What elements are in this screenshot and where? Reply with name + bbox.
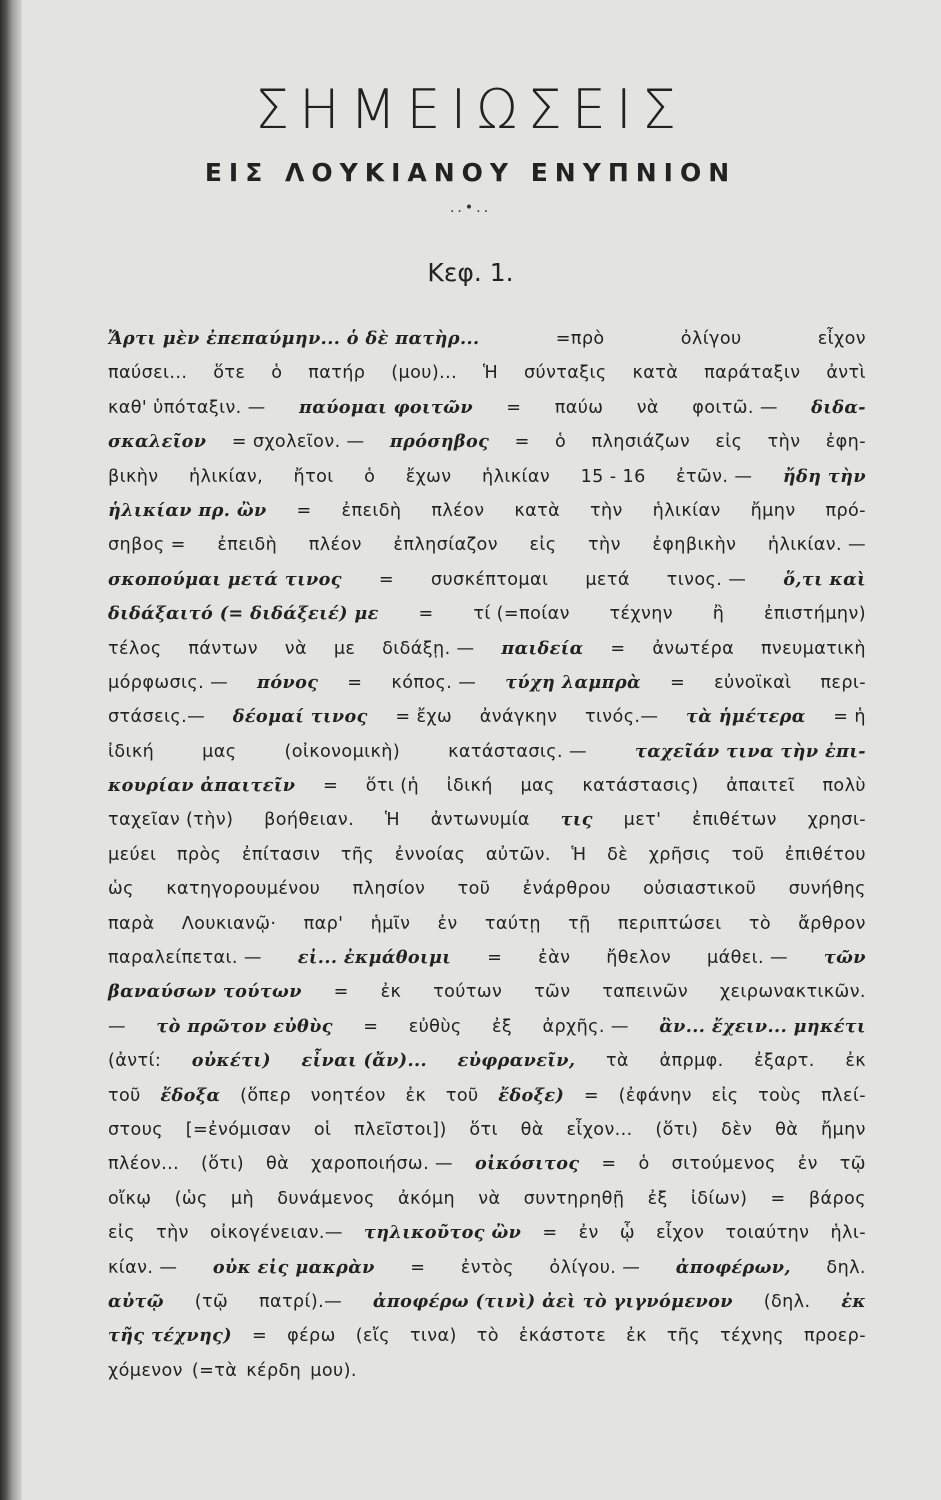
gloss-text: ἐν — [578, 1223, 599, 1244]
text-line — [108, 322, 866, 356]
text-line — [108, 356, 866, 390]
gloss-text: τὰ — [605, 1051, 629, 1072]
text-line — [108, 563, 866, 597]
text-line — [108, 700, 866, 734]
text-line — [108, 769, 866, 803]
gloss-text: κατηγορουμένου — [166, 879, 321, 900]
gloss-text: Ἡ — [571, 844, 587, 865]
lemma-text: τῶν — [823, 947, 866, 969]
gloss-text: ἡλικίαν — [652, 500, 721, 521]
gloss-text: με — [333, 638, 356, 659]
gloss-text: προερ- — [804, 1326, 866, 1347]
page-subtitle: ΕΙΣ ΛΟΥΚΙΑΝΟΥ ΕΝΥΠΝΙΟΝ — [204, 158, 737, 187]
gloss-text: ἐὰν — [538, 948, 571, 969]
gloss-text: πλέον — [431, 500, 485, 521]
gloss-text: μετ' — [623, 810, 662, 831]
gloss-text: ταπεινῶν — [602, 982, 689, 1003]
gloss-text: δηλ. — [826, 1257, 866, 1278]
lemma-text: τὸ πρῶτον εὐθὺς — [156, 1015, 333, 1037]
gloss-text: ὡς — [108, 879, 134, 900]
gloss-text: ἤμην — [820, 1119, 866, 1140]
lemma-text: τις — [560, 809, 593, 831]
gloss-text: πολὺ — [822, 776, 866, 797]
gloss-text: τινος. — — [666, 569, 747, 590]
gloss-text: ἡμῖν — [370, 913, 411, 934]
text-line — [108, 597, 866, 631]
lemma-text: οἰκόσιτος — [474, 1153, 580, 1175]
text-line — [108, 735, 866, 769]
gloss-text: ἤθελον — [606, 948, 672, 969]
gloss-text: = — [418, 604, 434, 625]
gloss-text: = ἔχω — [395, 707, 453, 728]
gloss-text: Λουκιανῷ· — [181, 913, 277, 934]
gloss-text: νοητέον — [310, 1085, 386, 1106]
text-line — [108, 941, 866, 975]
gloss-text: κίαν. — — [108, 1257, 178, 1278]
gloss-text: συσκέπτομαι — [430, 569, 549, 590]
text-line — [108, 1010, 866, 1044]
gloss-text: χαροποιήσω. — — [311, 1154, 454, 1175]
gloss-text: παράταξιν — [704, 363, 801, 384]
gloss-text: ἐν — [437, 913, 458, 934]
gloss-text: κόπος. — — [391, 672, 477, 693]
lemma-text: σκοπούμαι μετά τινος — [108, 568, 342, 590]
gloss-text: οἴκῳ — [108, 1188, 152, 1209]
gloss-text: εὐθὺς — [408, 1016, 462, 1037]
gloss-text: τέχνην — [609, 604, 673, 625]
lemma-text: τηλικοῦτος ὢν — [364, 1222, 522, 1244]
gloss-text: ἡλικίαν, — [189, 466, 264, 487]
lemma-text: σκαλεῖον — [108, 431, 207, 453]
lemma-text: παιδεία — [501, 637, 584, 659]
gloss-text: τὴν — [588, 535, 621, 556]
gloss-text: παρὰ — [108, 913, 155, 934]
gloss-text: πατρί).— — [258, 1291, 343, 1312]
gloss-text: ὁ — [555, 432, 567, 453]
lemma-text: πρόσηβος — [389, 431, 490, 453]
gloss-text: (ὅπερ — [240, 1085, 292, 1106]
gloss-text: ἐκ — [405, 1085, 427, 1106]
lemma-text: ἡλικίαν πρ. ὢν — [108, 499, 267, 521]
gloss-text: (ἀντί: — [108, 1051, 162, 1072]
text-line — [108, 1147, 866, 1181]
gloss-text: (ὡς — [174, 1188, 208, 1209]
gloss-text: = — [514, 432, 530, 453]
gloss-text: ἑκάστοτε — [518, 1326, 607, 1347]
lemma-text: ἐκ — [841, 1290, 866, 1312]
gloss-text: πνευματικὴ — [760, 638, 866, 659]
ornament-divider: ..•.. — [449, 200, 492, 216]
gloss-text: = — [251, 1326, 268, 1347]
gloss-text: τοῦ — [457, 879, 491, 900]
gloss-text: ἐκ — [380, 982, 402, 1003]
gloss-text: ἐπειδὴ — [341, 500, 402, 521]
gloss-text: μὴ — [230, 1188, 255, 1209]
gloss-text: (=τὰ — [191, 1360, 238, 1381]
gloss-text: θὰ — [775, 1119, 799, 1140]
gloss-text: μου). — [310, 1360, 357, 1381]
text-line — [108, 632, 866, 666]
lemma-text: ταχεῖάν τινα τὴν ἐπι- — [634, 740, 866, 762]
gloss-text: στάσεις.— — [108, 707, 206, 728]
gloss-text: πρὸς — [176, 844, 222, 865]
gloss-text: τὸ — [476, 1326, 499, 1347]
gloss-text: = — [410, 1257, 426, 1278]
gloss-text: = — [347, 672, 363, 693]
lemma-text: τὰ ἡμέτερα — [686, 706, 806, 728]
gloss-text: εἰς — [715, 432, 743, 453]
lemma-text: οὐκ εἰς μακρὰν — [212, 1256, 375, 1278]
gloss-text: τῷ — [839, 1154, 866, 1175]
lemma-text: ἤδη τὴν — [782, 465, 866, 487]
gloss-text: βοήθειαν. — [264, 810, 355, 831]
gloss-text: ἐφη- — [825, 432, 866, 453]
gloss-text: συντηρηθῇ — [523, 1188, 625, 1209]
gloss-text: (ὅτι) — [201, 1154, 245, 1175]
text-line — [108, 528, 866, 562]
gloss-text: νὰ — [284, 638, 308, 659]
gloss-text: τί (=ποίαν — [473, 604, 570, 625]
gloss-text: κατάστασις) — [582, 776, 699, 797]
gloss-text: = — [322, 776, 339, 797]
gloss-text: τὸ — [748, 913, 771, 934]
gloss-text: = — [487, 948, 503, 969]
gloss-text: σύνταξις — [523, 363, 607, 384]
text-line — [108, 460, 866, 494]
gloss-text: τοὺς — [758, 1085, 802, 1106]
lemma-text: εἶναι (ἄν)... — [301, 1050, 428, 1072]
gloss-text: ἐπιθέτου — [784, 844, 866, 865]
text-line — [108, 1354, 866, 1388]
gloss-text: ἀντωνυμία — [430, 810, 530, 831]
gloss-text: σιτούμενος — [671, 1154, 776, 1175]
text-line — [108, 975, 866, 1009]
notes-body — [108, 322, 866, 1388]
gloss-text: = — [770, 1188, 786, 1209]
gloss-text: ἀνωτέρα — [652, 638, 735, 659]
gloss-text: (ἐφάνην — [618, 1085, 692, 1106]
gloss-text: ὀλίγου — [680, 329, 742, 349]
gloss-text: (τῷ — [194, 1291, 229, 1312]
gloss-text: ὅτι — [469, 1119, 498, 1140]
gloss-text: ἤμην — [750, 500, 796, 521]
text-line — [108, 1285, 866, 1319]
gloss-text: (ὅτι) — [655, 1119, 699, 1140]
gloss-text: ἀνάγκην — [479, 707, 558, 728]
gloss-text: παύω — [554, 397, 604, 418]
gloss-text: εὐνοϊκαὶ — [714, 672, 792, 693]
gloss-text: 15 - 16 — [580, 466, 646, 487]
gloss-text: τούτων — [433, 982, 503, 1003]
text-line — [108, 391, 866, 425]
gloss-text: πλεί- — [821, 1085, 866, 1106]
gloss-text: πλησιάζων — [591, 432, 691, 453]
gloss-text: ἐνάρθρου — [522, 879, 611, 900]
gloss-text: στους — [108, 1119, 164, 1140]
gloss-text: = — [583, 1085, 600, 1106]
gloss-text: ἄρθρον — [798, 913, 866, 934]
gloss-text: πάντων — [188, 638, 258, 659]
text-line — [108, 1079, 866, 1113]
gloss-text: ᾧ — [619, 1223, 636, 1244]
gloss-text: ἐπίτασιν — [241, 844, 321, 865]
gloss-text: αὐτῶν. — [485, 844, 551, 865]
gloss-text: ἐξ — [647, 1188, 668, 1209]
gloss-text: ἐφηβικὴν — [652, 535, 737, 556]
gloss-text: ἐπιθέτων — [692, 810, 777, 831]
gloss-text: βικὴν — [108, 466, 159, 487]
lemma-text: τῆς τέχνης) — [108, 1325, 233, 1347]
gloss-text: = — [296, 500, 312, 521]
gloss-text: τοῦ — [445, 1085, 479, 1106]
gloss-text: τέλος — [108, 638, 162, 659]
lemma-text: οὐκέτι) — [191, 1050, 271, 1072]
lemma-text: τύχη λαμπρὰ — [505, 671, 641, 693]
gloss-text: ἰδίων) — [690, 1188, 748, 1209]
gloss-text: δυνάμενος — [277, 1188, 375, 1209]
gloss-text: πλησίον — [352, 879, 426, 900]
gloss-text: ἀντὶ — [826, 363, 866, 384]
gloss-text: ἀρχῆς. — — [542, 1016, 629, 1037]
gloss-text: ἰδική — [446, 776, 493, 797]
book-binding-edge — [0, 0, 22, 1500]
lemma-text: παύομαι φοιτῶν — [298, 396, 473, 418]
lemma-text: ὅ,τι καὶ — [783, 568, 866, 590]
gloss-text: πλεῖστοι]) — [354, 1119, 447, 1140]
gloss-text: τῆς — [340, 844, 375, 865]
gloss-text: παρ' — [303, 913, 344, 934]
gloss-text: εἰς — [711, 1085, 739, 1106]
gloss-text: = — [669, 672, 686, 693]
gloss-text: (δηλ. — [763, 1291, 811, 1312]
gloss-text: βάρος — [808, 1188, 866, 1209]
gloss-text: σηβος = — [108, 535, 186, 556]
gloss-text: ὁ — [638, 1154, 650, 1175]
gloss-text: τοῦ — [731, 844, 765, 865]
gloss-text: = — [333, 982, 349, 1003]
gloss-text: παύσει... — [108, 363, 188, 384]
gloss-text: — — [108, 1016, 126, 1037]
gloss-text: ὅτι (ἡ — [365, 776, 420, 797]
gloss-text: νὰ — [636, 397, 659, 418]
gloss-text: ἐξαρτ. — [754, 1051, 815, 1072]
gloss-text: περι- — [820, 672, 866, 693]
gloss-text: πλέον — [308, 535, 362, 556]
text-line — [108, 1182, 866, 1216]
gloss-text: οἱ — [313, 1119, 332, 1140]
gloss-text: τῇ — [568, 913, 591, 934]
gloss-text: (μου)... — [391, 363, 458, 384]
gloss-text: μόρφωσις. — — [108, 672, 229, 693]
gloss-text: φοιτῶ. — — [692, 397, 778, 418]
gloss-text: = — [542, 1223, 558, 1244]
lemma-text: ἀποφέρων, — [675, 1256, 791, 1278]
lemma-text: αὐτῷ — [108, 1290, 164, 1312]
text-line — [108, 1216, 866, 1250]
gloss-text: ἐπειδὴ — [217, 535, 278, 556]
gloss-text: χρῆσις — [648, 844, 712, 865]
gloss-text: ἐκ — [626, 1326, 647, 1347]
gloss-text: φέρω — [287, 1326, 336, 1347]
gloss-text: χόμενον — [108, 1360, 183, 1381]
gloss-text: κατὰ — [632, 363, 679, 384]
gloss-text: ὅτε — [213, 363, 246, 384]
gloss-text: μάθει. — — [707, 948, 788, 969]
gloss-text: τὴν — [156, 1223, 189, 1244]
gloss-text: (οἰκονομικὴ) — [284, 741, 401, 762]
gloss-text: περιπτώσει — [617, 913, 722, 934]
gloss-text: τοῦ — [108, 1085, 141, 1106]
gloss-text: ἐξ — [492, 1016, 513, 1037]
gloss-text: ἐντὸς — [460, 1257, 514, 1278]
lemma-text: πόνος — [257, 671, 319, 693]
gloss-text: τέχνης — [720, 1326, 785, 1347]
gloss-text: τοιαύτην — [725, 1223, 810, 1244]
gloss-text: τῶν — [534, 982, 571, 1003]
gloss-text: εἶχον — [656, 1223, 705, 1244]
gloss-text: ἔχων — [405, 466, 452, 487]
text-line — [108, 1251, 866, 1285]
gloss-text: Ἡ — [384, 810, 400, 831]
text-line — [108, 425, 866, 459]
text-line — [108, 803, 866, 837]
gloss-text: Ἡ — [482, 363, 499, 384]
gloss-text: ὁ — [364, 466, 376, 487]
gloss-text: εἶχον — [817, 329, 866, 349]
gloss-text: δὲν — [721, 1119, 753, 1140]
gloss-text: εἰς — [529, 535, 557, 556]
lemma-text: ἂν... ἔχειν... μηκέτι — [659, 1015, 866, 1037]
gloss-text: ἐν — [797, 1154, 818, 1175]
gloss-text: διδάξῃ. — — [382, 638, 475, 659]
gloss-text: παραλείπεται. — — [108, 948, 262, 969]
gloss-text: ἐπιστήμην) — [763, 604, 866, 625]
gloss-text: μας — [202, 741, 237, 762]
gloss-text: νὰ — [478, 1188, 501, 1209]
gloss-text: ἐτῶν. — — [676, 466, 753, 487]
lemma-text: διδα- — [811, 396, 866, 418]
gloss-text: = σχολεῖον. — — [231, 432, 365, 453]
text-line — [108, 872, 866, 906]
gloss-text: τὴν — [589, 500, 623, 521]
text-line — [108, 666, 866, 700]
gloss-text: οἰκογένειαν.— — [210, 1223, 343, 1244]
gloss-text: δὲ — [607, 844, 629, 865]
gloss-text: = — [601, 1154, 617, 1175]
gloss-text: ἢ — [712, 604, 725, 625]
gloss-text: ἀπαιτεῖ — [726, 776, 795, 797]
gloss-text: ἡλι- — [830, 1223, 866, 1244]
gloss-text: ἰδική — [108, 741, 155, 762]
text-line — [108, 838, 866, 872]
lemma-text: εἰ... ἐκμάθοιμι — [297, 947, 452, 969]
gloss-text: ἐπλησίαζον — [393, 535, 498, 556]
gloss-text: οὐσιαστικοῦ — [643, 879, 757, 900]
gloss-text: ταύτῃ — [484, 913, 541, 934]
gloss-text: θὰ — [520, 1119, 544, 1140]
gloss-text: μεύει — [108, 844, 157, 865]
gloss-text: [=ἐνόμισαν — [185, 1119, 292, 1140]
gloss-text: μας — [520, 776, 555, 797]
gloss-text: (εἴς — [355, 1326, 390, 1347]
text-line — [108, 494, 866, 528]
lemma-text: διδάξαιτό (= διδάξειέ) με — [108, 603, 379, 625]
text-line — [108, 1319, 866, 1353]
gloss-text: = — [363, 1016, 379, 1037]
gloss-text: = — [506, 397, 522, 418]
gloss-text: πλέον... — [108, 1154, 180, 1175]
gloss-text: ἤτοι — [293, 466, 334, 487]
text-line — [108, 1044, 866, 1078]
gloss-text: ἡλικίαν — [482, 466, 551, 487]
lemma-text: βαναύσων τούτων — [108, 981, 302, 1003]
gloss-text: = — [610, 638, 626, 659]
gloss-text: = — [378, 569, 394, 590]
gloss-text: = ἡ — [833, 707, 866, 728]
chapter-heading: Κεφ. 1. — [427, 258, 514, 287]
lemma-text: ἀποφέρω (τινὶ) ἀεὶ τὸ γιγνόμενον — [372, 1290, 733, 1312]
lemma-text: κουρίαν ἀπαιτεῖν — [108, 775, 296, 797]
lemma-text: εὐφρανεῖν, — [457, 1050, 576, 1072]
gloss-text: ἐκ — [845, 1051, 866, 1072]
gloss-text: ἀκόμη — [397, 1188, 456, 1209]
gloss-text: ἡλικίαν. — — [767, 535, 866, 556]
gloss-text: εἰς — [108, 1223, 135, 1244]
gloss-text: μετά — [585, 569, 630, 590]
lemma-text: ἔδοξε) — [498, 1084, 565, 1106]
gloss-text: ἀπρμφ. — [659, 1051, 724, 1072]
lemma-text: Ἄρτι μὲν ἐπεπαύμην... ὁ δὲ πατὴρ... — [108, 328, 480, 349]
gloss-text: ταχεῖαν (τὴν) — [108, 810, 234, 831]
gloss-text: πρό- — [825, 500, 866, 521]
gloss-text: τῆς — [666, 1326, 701, 1347]
gloss-text: κατὰ — [514, 500, 561, 521]
gloss-text: πατήρ — [308, 363, 366, 384]
text-line — [108, 1113, 866, 1147]
gloss-text: κέρδη — [246, 1360, 302, 1381]
gloss-text: θὰ — [265, 1154, 290, 1175]
gloss-text: =πρὸ — [555, 329, 605, 349]
text-line — [108, 907, 866, 941]
gloss-text: τὴν — [767, 432, 801, 453]
gloss-text: ὁ — [271, 363, 283, 384]
gloss-text: κατάστασις. — — [448, 741, 587, 762]
gloss-text: συνήθης — [788, 879, 866, 900]
gloss-text: ἐννοίας — [394, 844, 466, 865]
page-title: ΣΗΜΕΙΩΣΕΙΣ — [255, 78, 686, 141]
gloss-text: καθ' ὑπόταξιν. — — [108, 397, 266, 418]
gloss-text: τινα) — [409, 1326, 457, 1347]
gloss-text: ὀλίγου. — — [549, 1257, 641, 1278]
gloss-text: εἶχον... — [566, 1119, 633, 1140]
gloss-text: χειρωνακτικῶν. — [719, 982, 866, 1003]
lemma-text: ἔδοξα — [160, 1084, 221, 1106]
lemma-text: δέομαί τινος — [232, 706, 368, 728]
gloss-text: χρησι- — [807, 810, 866, 831]
gloss-text: τινός.— — [584, 707, 659, 728]
